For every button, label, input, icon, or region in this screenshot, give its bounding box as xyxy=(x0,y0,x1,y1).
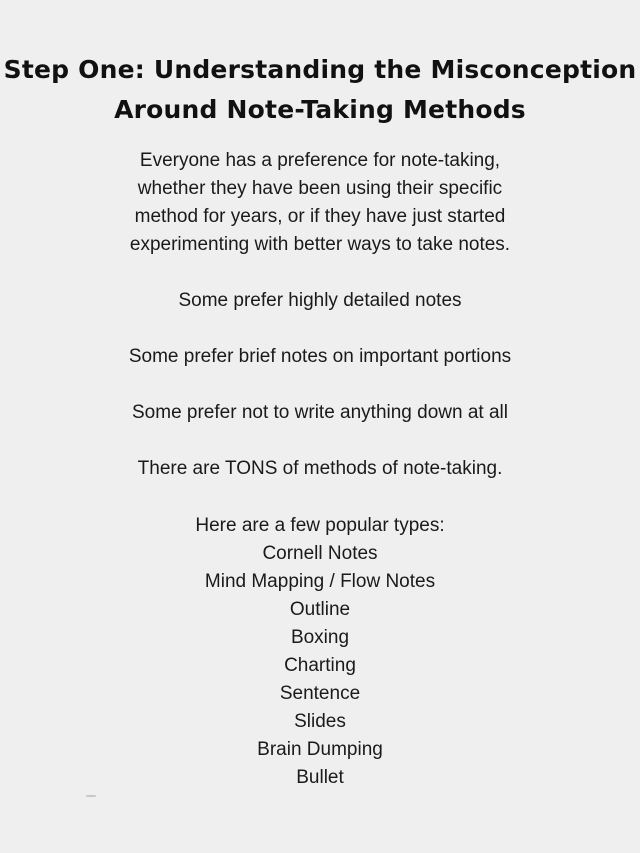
list-item: Slides xyxy=(294,711,346,732)
intro-paragraph xyxy=(0,147,640,259)
intro-line: whether they have been using their specific xyxy=(137,178,503,199)
page-title-line-1: Step One: Understanding the Misconception xyxy=(3,55,637,84)
list-item: Mind Mapping / Flow Notes xyxy=(204,571,436,592)
page-smudge xyxy=(86,795,96,797)
note-types-list xyxy=(0,540,640,792)
list-item: Charting xyxy=(284,655,356,676)
list-item: Boxing xyxy=(290,627,350,648)
preference-detailed: Some prefer highly detailed notes xyxy=(178,290,462,311)
intro-line: Everyone has a preference for note-taking, xyxy=(139,150,501,171)
page-title-line-2: Around Note-Taking Methods xyxy=(114,95,526,124)
list-item: Sentence xyxy=(279,683,361,704)
intro-line: experimenting with better ways to take notes. xyxy=(129,234,511,255)
list-item: Outline xyxy=(289,599,351,620)
page-title xyxy=(0,50,640,130)
preference-none: Some prefer not to write anything down at all xyxy=(132,402,508,423)
list-item: Brain Dumping xyxy=(257,739,383,760)
intro-line: method for years, or if they have just started xyxy=(134,206,506,227)
types-heading: Here are a few popular types: xyxy=(195,515,445,536)
list-item: Bullet xyxy=(296,767,344,788)
preference-brief: Some prefer brief notes on important portions xyxy=(128,346,512,367)
methods-statement: There are TONS of methods of note-taking. xyxy=(137,458,503,479)
list-item: Cornell Notes xyxy=(262,543,378,564)
